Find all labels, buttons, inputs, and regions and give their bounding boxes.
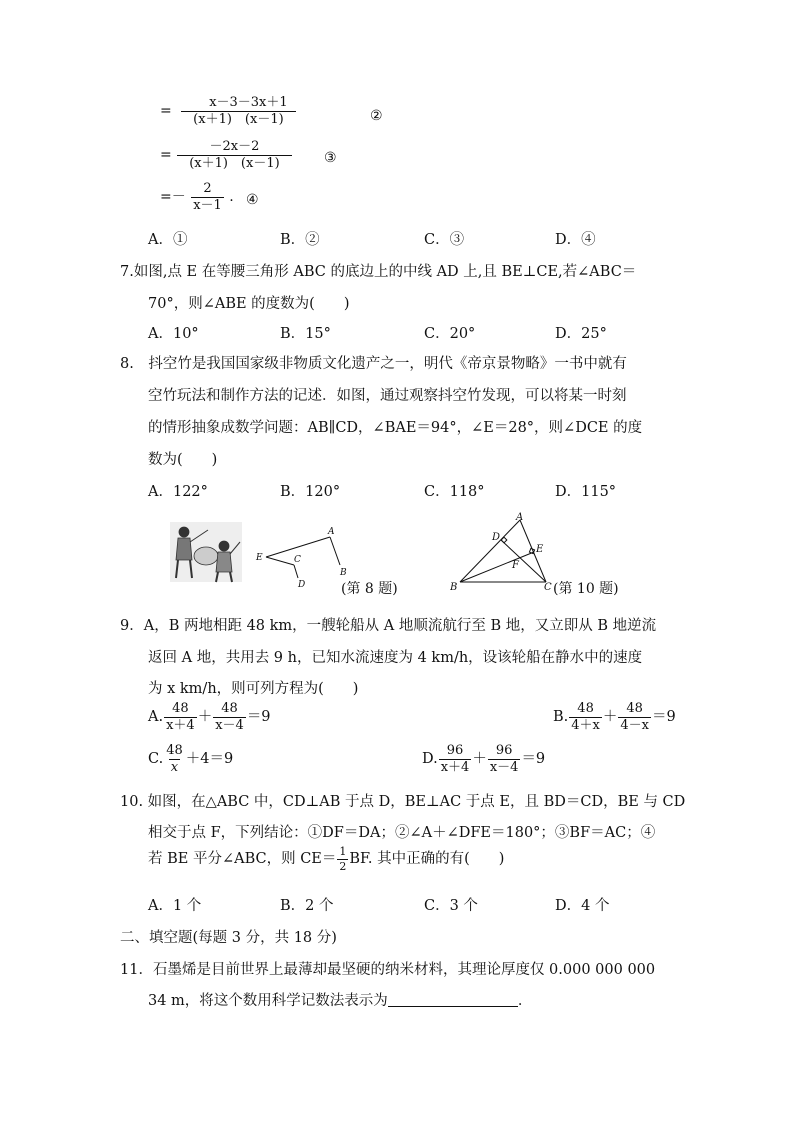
fraction xyxy=(337,846,348,872)
equals-sign: = xyxy=(160,103,172,120)
right-hand-side: ＝9 xyxy=(246,709,271,726)
denominator: x－4 xyxy=(489,759,519,775)
q7-option-a: A．10° xyxy=(148,326,199,342)
q9-option-c xyxy=(148,744,233,774)
fraction xyxy=(439,744,472,774)
q10-line-1: 10. 如图，在△ABC 中，CD⊥AB 于点 D，BE⊥AC 于点 E，且 BD＝CD，BE 与 CD xyxy=(120,794,686,810)
fig8-label-c: C xyxy=(294,555,301,565)
fig8-label-e: E xyxy=(256,553,263,563)
numerator: 48 xyxy=(221,701,238,716)
fig10-label-b: B xyxy=(450,582,458,592)
fig10-label-c: C xyxy=(544,582,552,592)
step-mark-4: ④ xyxy=(246,192,259,208)
fig8-label-d: D xyxy=(298,580,306,590)
q7-line-2: 70°，则∠ABE 的度数为( ) xyxy=(148,296,350,312)
fig10-label-d: D xyxy=(492,532,501,543)
right-hand-side: ＋4＝9 xyxy=(185,751,234,768)
denominator: 4＋x xyxy=(571,717,600,733)
fraction xyxy=(191,182,224,212)
q9-option-d xyxy=(422,744,545,774)
numerator: 96 xyxy=(446,743,464,758)
numerator: 96 xyxy=(495,743,513,758)
q11-line-2-end: ． xyxy=(517,993,533,1009)
numerator: 48 xyxy=(166,743,183,758)
figure-8-caption: (第 8 题) xyxy=(341,581,398,597)
q8-option-c: C．118° xyxy=(424,484,485,500)
q8-option-d: D．115° xyxy=(555,484,617,500)
fraction xyxy=(177,96,299,126)
q7-line-1: 7.如图,点 E 在等腰三角形 ABC 的底边上的中线 AD 上,且 BE⊥CE,若∠ABC＝ xyxy=(120,264,637,280)
plus-sign: ＋ xyxy=(197,709,213,726)
q8-line-2: 空竹玩法和制作方法的记述．如图，通过观察抖空竹发现，可以将某一时刻 xyxy=(148,388,627,404)
numerator: －2x－2 xyxy=(209,139,260,154)
right-hand-side: ＝9 xyxy=(521,751,546,768)
q11-line-1: 11．石墨烯是目前世界上最薄却最坚硬的纳米材料，其理论厚度仅 0.000 000 000 xyxy=(120,962,656,978)
figure-10 xyxy=(450,512,570,592)
fig8-label-a: A xyxy=(328,527,335,537)
q10-line-3-part-a: 若 BE 平分∠ABC，则 CE＝ xyxy=(148,851,337,868)
option-letter: B. xyxy=(553,709,569,726)
numerator: 48 xyxy=(577,701,594,716)
figure-8 xyxy=(168,520,368,590)
fraction xyxy=(164,744,185,774)
q8-option-b: B．120° xyxy=(280,484,341,500)
numerator: 2 xyxy=(203,181,212,196)
fig8-label-b: B xyxy=(340,568,347,578)
equals-sign: =－ xyxy=(160,189,186,206)
derivation-step-3 xyxy=(160,140,293,170)
option-letter: A. xyxy=(148,709,164,726)
step-mark-2: ② xyxy=(370,108,383,124)
denominator: (x＋1) (x－1) xyxy=(177,155,292,171)
fig10-lines xyxy=(460,520,546,582)
q9-line-1: 9．A，B 两地相距 48 km，一艘轮船从 A 地顺流航行至 B 地，又立即从 B 地逆流 xyxy=(120,618,657,634)
q10-line-3 xyxy=(148,846,504,872)
derivation-step-4: =－ $\frac{2}{x-1}$ . xyxy=(160,181,234,213)
q8-line-4: 数为( ) xyxy=(148,452,218,468)
kongzhu-illustration xyxy=(170,522,242,582)
fraction xyxy=(618,702,651,732)
q9-line-3: 为 x km/h，则可列方程为( ) xyxy=(148,681,359,697)
fraction xyxy=(213,702,246,732)
fig8-lines xyxy=(266,537,340,578)
fraction xyxy=(569,702,602,732)
q11-line-2-text: 34 m，将这个数用科学记数法表示为 xyxy=(148,993,388,1009)
q8-option-a: A．122° xyxy=(148,484,208,500)
q6-option-d: D．④ xyxy=(555,232,596,248)
numerator: x－3－3x＋1 xyxy=(209,95,288,110)
q9-option-b xyxy=(553,702,676,732)
q8-line-1: 8. 抖空竹是我国国家级非物质文化遗产之一，明代《帝京景物略》一书中就有 xyxy=(120,356,627,372)
numerator: 1 xyxy=(339,845,347,858)
denominator: x＋4 xyxy=(440,759,470,775)
q10-option-d: D．4 个 xyxy=(555,898,610,914)
q10-line-2: 相交于点 F，下列结论：①DF＝DA；②∠A＋∠DFE＝180°；③BF＝AC；④ xyxy=(148,825,656,841)
q10-option-b: B．2 个 xyxy=(280,898,334,914)
numerator: 48 xyxy=(172,701,189,716)
q6-option-a: A．① xyxy=(148,232,188,248)
right-hand-side: ＝9 xyxy=(651,709,676,726)
denominator: 4－x xyxy=(620,717,649,733)
q7-option-b: B．15° xyxy=(280,326,331,342)
q11-line-2 xyxy=(148,989,532,1010)
q7-option-d: D．25° xyxy=(555,326,607,342)
numerator: 48 xyxy=(626,701,643,716)
q9-option-a xyxy=(148,702,271,732)
q10-option-c: C．3 个 xyxy=(424,898,478,914)
q8-line-3: 的情形抽象成数学问题：AB∥CD，∠BAE＝94°，∠E＝28°，则∠DCE 的度 xyxy=(148,420,643,436)
plus-sign: ＋ xyxy=(602,709,618,726)
q10-line-3-part-b: BF. 其中正确的有( ) xyxy=(349,851,505,868)
fraction xyxy=(488,744,521,774)
fig10-label-e: E xyxy=(536,544,544,555)
option-letter: D. xyxy=(422,751,438,768)
figure-10-caption: (第 10 题) xyxy=(553,581,619,597)
fraction xyxy=(177,140,292,170)
plus-sign: ＋ xyxy=(472,751,487,768)
q9-line-2: 返回 A 地，共用去 9 h，已知水流速度为 4 km/h，设该轮船在静水中的速度 xyxy=(148,650,643,666)
fraction xyxy=(164,702,197,732)
derivation-step-2 xyxy=(160,96,301,126)
section-heading: 二、填空题(每题 3 分，共 18 分) xyxy=(120,930,337,946)
equals-sign: = xyxy=(160,147,172,164)
q7-option-c: C．20° xyxy=(424,326,476,342)
denominator: x＋4 xyxy=(166,717,195,733)
denominator: x－1 xyxy=(193,197,222,213)
step-mark-3: ③ xyxy=(324,150,337,166)
denominator: (x＋1) (x－1) xyxy=(181,111,296,127)
fig10-label-a: A xyxy=(516,512,524,523)
option-letter: C. xyxy=(148,751,164,768)
denominator: x－4 xyxy=(215,717,244,733)
q6-option-c: C．③ xyxy=(424,232,465,248)
q6-option-b: B．② xyxy=(280,232,320,248)
fig10-label-f: F xyxy=(512,560,519,571)
q10-option-a: A．1 个 xyxy=(148,898,202,914)
denominator: x xyxy=(170,759,179,775)
answer-blank[interactable] xyxy=(388,992,518,1007)
denominator: 2 xyxy=(339,859,347,873)
